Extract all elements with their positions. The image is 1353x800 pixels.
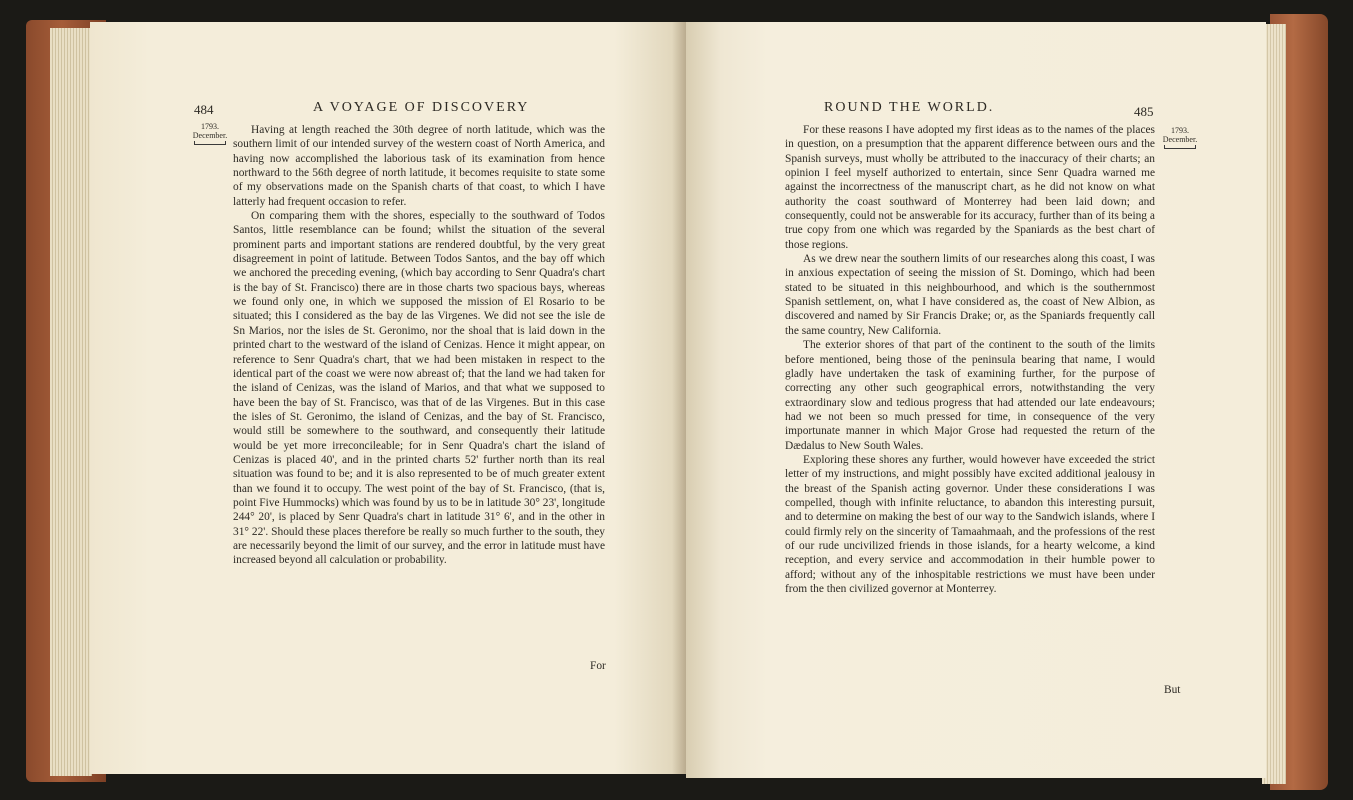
right-catchword: But — [1164, 684, 1181, 696]
left-text-block — [233, 123, 605, 568]
right-margin-year: 1793. — [1171, 126, 1189, 135]
left-margin-month: December. — [192, 131, 228, 140]
left-page-number: 484 — [194, 102, 214, 117]
left-running-head: A VOYAGE OF DISCOVERY — [313, 100, 530, 115]
paragraph: Exploring these shores any further, would however have exceeded the strict letter of my instructions, and might possibly have excited additional jealousy in the breast of the Spanish acting governor. Under these considerations I was compelled, though with infinite reluctance, to abandon this interesting pursuit, and to determine on making the best of our way to the Sandwich islands, where I could firmly rely on the sincerity of Tamaahmaah, and the professions of the rest of our rude uncivilized friends in those islands, for a hearty welcome, a kind reception, and every service and accommodation in their humble power to afford; without any of the inhospitable restrictions we must have been under from the then civilized governor at Monterrey. — [785, 453, 1155, 595]
right-margin-date — [1160, 126, 1200, 149]
paragraph: Having at length reached the 30th degree of north latitude, which was the southern limit of our intended survey of the western coast of North America, and having now accomplished the laborious task of its examination from hence northward to the 56th degree of north latitude, it becomes requisite to state some of my observations made on the Spanish charts of that coast, to which I have latterly had frequent occasion to refer. — [233, 124, 605, 208]
right-page-number: 485 — [1134, 104, 1154, 119]
left-catchword: For — [590, 660, 606, 672]
paragraph: The exterior shores of that part of the continent to the south of the limits before mentioned, being those of the peninsula bearing that name, I would gladly have undertaken the task of examining further, for the purpose of correcting any other such geographical errors, notwithstanding the very extraordinary slow and tedious progress that had attended our late endeavours; had we not been so much pressed for time, in consequence of the very importunate manner in which Major Grose had requested the return of the Dædalus to New South Wales. — [785, 339, 1155, 452]
right-margin-month: December. — [1162, 135, 1198, 144]
right-page — [686, 22, 1266, 778]
left-margin-date — [190, 122, 230, 145]
left-margin-year: 1793. — [201, 122, 219, 131]
margin-brace — [1164, 145, 1196, 149]
right-running-head: ROUND THE WORLD. — [824, 100, 995, 115]
paragraph: As we drew near the southern limits of our researches along this coast, I was in anxious expectation of seeing the mission of St. Domingo, which had been stated to be situated in this neighbourhood, and which is the southernmost Spanish settlement, on, what I have considered as, the coast of New Albion, as discovered and named by Sir Francis Drake; or, as the Spaniards frequently call the same country, New California. — [785, 253, 1155, 337]
page-edges-left — [50, 28, 92, 776]
margin-brace — [194, 141, 226, 145]
right-text-block — [785, 123, 1155, 596]
paragraph: For these reasons I have adopted my first ideas as to the names of the places in question, on a presumption that the apparent difference between ours and the Spanish surveys, must wholly be attributed to the inaccuracy of their charts; an opinion I feel myself authorized to entertain, since Senr Quadra warned me against the incorrectness of the manuscript chart, as he did not know on what authority the coast southward of Monterrey had been laid down; and consequently, could not be answerable for its accuracy, further than of its being a true copy from one which was regarded by the Spaniards as the best chart of those regions. — [785, 124, 1155, 251]
left-page — [90, 22, 686, 774]
paragraph: On comparing them with the shores, especially to the southward of Todos Santos, little resemblance can be found; whilst the situation of the several prominent parts and important stations are rendered doubtful, by the very great disagreement in point of latitude. Between Todos Santos, and the bay off which we anchored the preceding evening, (which bay according to Senr Quadra's chart is the bay of St. Francisco) there are in those charts two spacious bays, whereas we found only one, in which we supposed the mission of El Rosario to be situated; this I considered as the bay de las Virgenes. We did not see the isle de Sn Marios, nor the isles de St. Geronimo, nor the shoal that is laid down in the printed chart to the westward of the island of Cenizas. Hence it might appear, on reference to Senr Quadra's chart, that we had been mistaken in respect to the identical part of the coast we were now abreast of; that the land we had taken for the island of Cenizas, was the island of Marios, and that what we supposed to have been the bay of St. Francisco, was that of de las Virgenes. But in this case the isles of St. Geronimo, the island of Cenizas, and the bay of St. Francisco, would still be somewhere to the southward, and consequently their latitude would be yet more irreconcileable; for in Senr Quadra's chart the island of Cenizas is placed 40', and in the printed charts 52' further north than its real situation was found to be; and it is also represented to be of much greater extent than we found it to occupy. The west point of the bay of St. Francisco, (that is, point Five Hummocks) which was found by us to be in latitude 30° 23', longitude 244° 20', is placed by Senr Quadra's chart in latitude 31° 6', and in the other in 31° 22'. Should these places therefore be really so much further to the south, they are necessarily beyond the limit of our survey, and the error in latitude must have increased beyond all calculation or probability. — [233, 210, 605, 567]
